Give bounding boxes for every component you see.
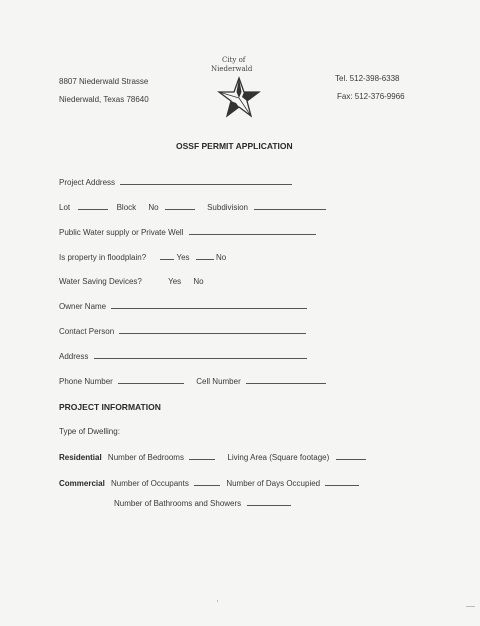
water-saving-row: [59, 277, 204, 287]
contact-person-field[interactable]: [119, 326, 306, 334]
floodplain-no-label: No: [216, 253, 227, 262]
floodplain-no-field[interactable]: [196, 252, 214, 260]
subdivision-label: Subdivision: [207, 203, 249, 212]
commercial-label: Commercial: [59, 479, 105, 488]
living-area-field[interactable]: [336, 452, 366, 460]
logo-top-text: City of: [222, 56, 246, 64]
residential-label: Residential: [59, 453, 102, 462]
water-supply-label: Public Water supply or Private Well: [59, 228, 184, 237]
owner-name-label: Owner Name: [59, 302, 107, 311]
lot-field[interactable]: [78, 202, 108, 210]
phone-label: Phone Number: [59, 377, 113, 386]
bedrooms-field[interactable]: [189, 452, 215, 460]
occupants-label: Number of Occupants: [111, 479, 189, 488]
floodplain-label: Is property in floodplain?: [59, 253, 147, 262]
address-row: [59, 351, 307, 362]
living-area-label: Living Area (Square footage): [227, 453, 330, 462]
fax: Fax: 512-376-9966: [337, 92, 405, 101]
days-occupied-label: Number of Days Occupied: [226, 479, 321, 488]
cell-label: Cell Number: [196, 377, 241, 386]
residential-row: [59, 452, 366, 463]
floodplain-row: [59, 252, 226, 263]
address-label: Address: [59, 352, 89, 361]
water-saving-label: Water Saving Devices?: [59, 277, 142, 286]
owner-name-field[interactable]: [111, 301, 307, 309]
contact-person-label: Contact Person: [59, 327, 115, 336]
telephone: Tel. 512-398-6338: [335, 74, 400, 83]
logo-bottom-text: Niederwald: [211, 65, 253, 73]
water-saving-yes[interactable]: Yes: [168, 277, 182, 286]
commercial-row: [59, 478, 359, 489]
phone-field[interactable]: [118, 376, 184, 384]
no-field[interactable]: [165, 202, 195, 210]
project-info-heading: PROJECT INFORMATION: [59, 402, 161, 412]
floodplain-yes-label: Yes: [176, 253, 190, 262]
bathrooms-field[interactable]: [247, 498, 291, 506]
phone-row: [59, 376, 326, 387]
subdivision-field[interactable]: [254, 202, 326, 210]
days-occupied-field[interactable]: [325, 478, 359, 486]
no-label: No: [148, 203, 159, 212]
bathrooms-row: [114, 498, 291, 509]
project-address-field[interactable]: [120, 177, 292, 185]
address-line-1: 8807 Niederwald Strasse: [59, 77, 149, 86]
bedrooms-label: Number of Bedrooms: [107, 453, 184, 462]
scan-speck: [466, 606, 475, 607]
project-address-label: Project Address: [59, 178, 116, 187]
lot-label: Lot: [59, 203, 71, 212]
bathrooms-label: Number of Bathrooms and Showers: [114, 499, 242, 508]
contact-person-row: [59, 326, 306, 337]
form-title: OSSF PERMIT APPLICATION: [176, 141, 293, 151]
owner-name-row: [59, 301, 307, 312]
water-supply-row: [59, 227, 316, 238]
address-field[interactable]: [94, 351, 307, 359]
project-address-row: [59, 177, 292, 188]
lot-block-row: [59, 202, 326, 213]
address-line-2: Niederwald, Texas 78640: [59, 95, 149, 104]
block-label: Block: [116, 203, 137, 212]
scan-speck: [217, 600, 218, 602]
dwelling-type-label: Type of Dwelling:: [59, 427, 120, 436]
occupants-field[interactable]: [194, 478, 220, 486]
water-supply-field[interactable]: [189, 227, 316, 235]
cell-field[interactable]: [246, 376, 326, 384]
floodplain-yes-field[interactable]: [160, 252, 174, 260]
water-saving-no[interactable]: No: [193, 277, 204, 286]
star-logo-icon: [213, 76, 265, 120]
